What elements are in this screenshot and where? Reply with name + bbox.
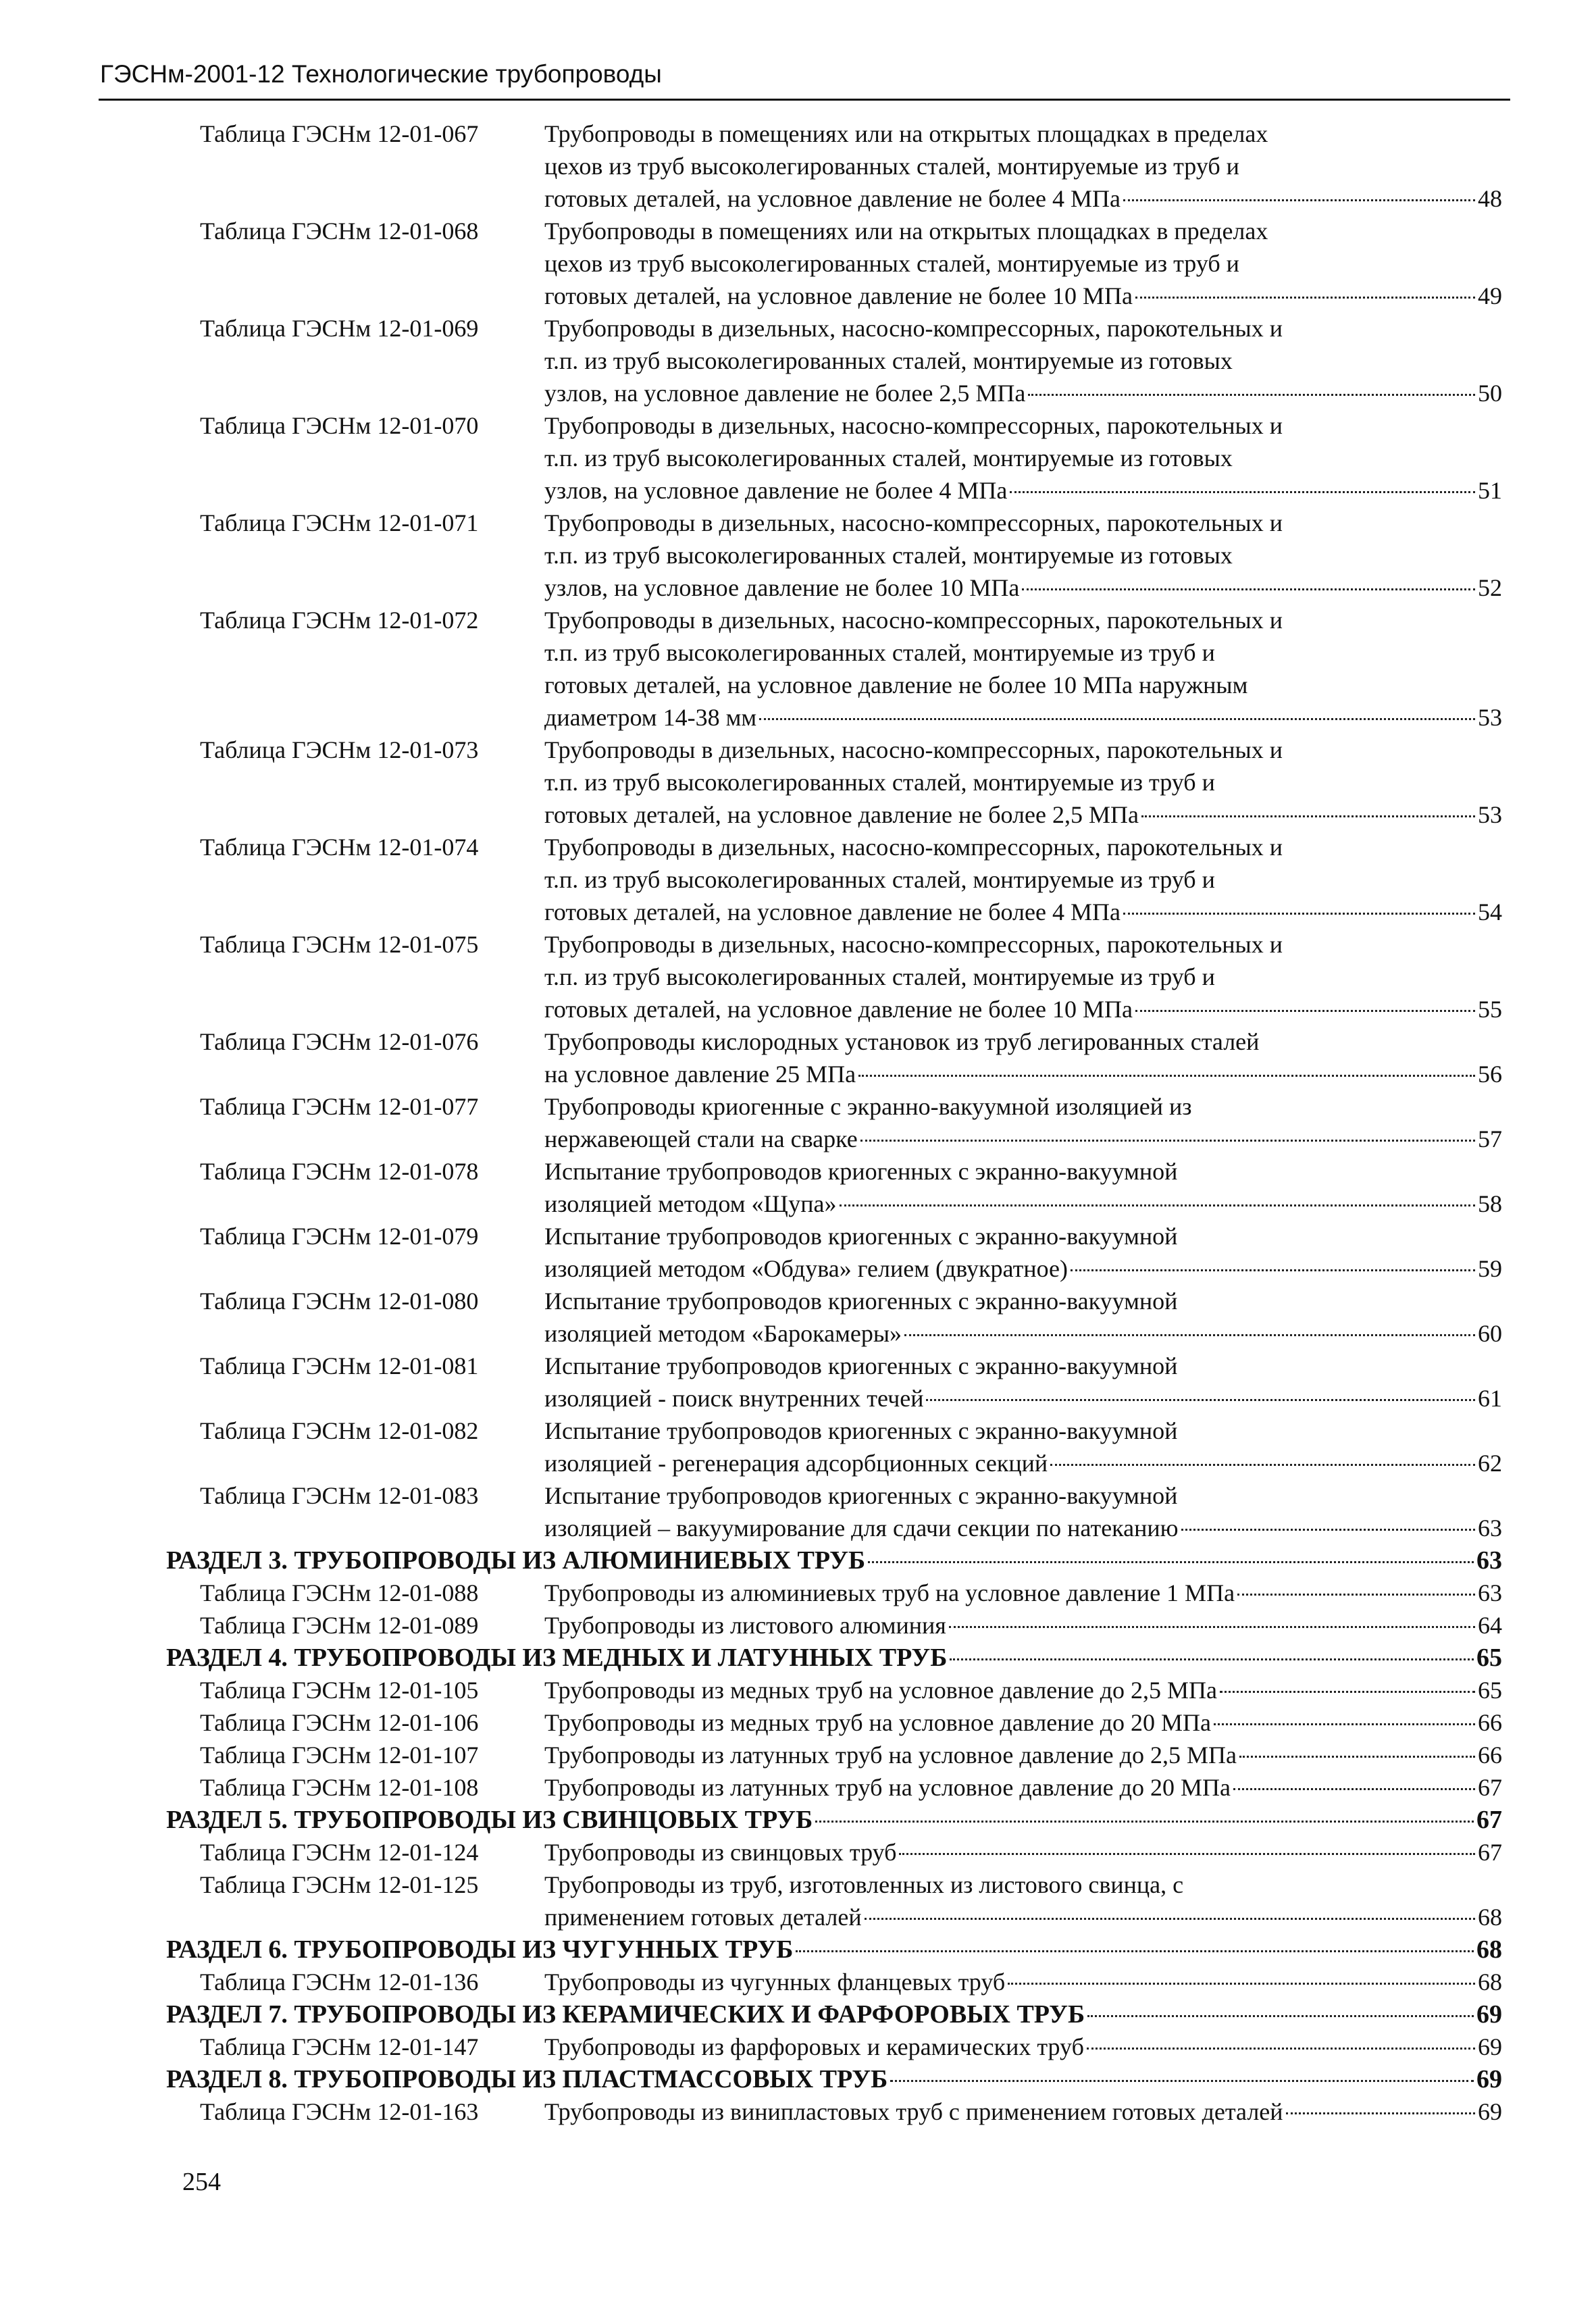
toc-section-heading[interactable] <box>0 1933 1596 1966</box>
toc-entry-label: Таблица ГЭСНм 12-01-072 <box>200 607 479 634</box>
toc-page-number: 69 <box>1476 2000 1502 2029</box>
toc-entry-line: узлов, на условное давление не более 4 МПа <box>544 477 1008 504</box>
toc-entry-line: нержавеющей стали на сварке <box>544 1125 858 1152</box>
toc-entry-label: Таблица ГЭСНм 12-01-074 <box>200 834 479 861</box>
toc-entry[interactable] <box>0 507 1596 604</box>
toc-page-number: 50 <box>1478 380 1502 407</box>
toc-entry-text <box>544 118 1502 215</box>
toc-page-number: 54 <box>1478 898 1502 925</box>
toc-page-number: 69 <box>1478 2098 1502 2125</box>
toc-entry-label: Таблица ГЭСНм 12-01-080 <box>200 1288 479 1315</box>
toc-entry-last-line <box>544 1739 1502 1771</box>
toc-entry-line: готовых деталей, на условное давление не более 4 МПа <box>544 185 1121 212</box>
toc-page-number: 58 <box>1478 1190 1502 1217</box>
toc-entry[interactable] <box>0 1415 1596 1479</box>
toc-entry[interactable] <box>0 831 1596 928</box>
toc-entry-last-line <box>544 1188 1502 1220</box>
toc-entry-line: Трубопроводы из медных труб на условное давление до 2,5 МПа <box>544 1677 1217 1704</box>
toc-entry-label: Таблица ГЭСНм 12-01-088 <box>200 1579 479 1606</box>
toc-entry-line: т.п. из труб высоколегированных сталей, монтируемые из труб и <box>544 769 1215 796</box>
toc-entry[interactable] <box>0 409 1596 507</box>
toc-entry-label: Таблица ГЭСНм 12-01-136 <box>200 1968 479 1996</box>
toc-entry-text <box>544 1220 1502 1285</box>
toc-entry-line: Трубопроводы из чугунных фланцевых труб <box>544 1968 1006 1996</box>
dot-leader <box>904 1334 1475 1336</box>
toc-page-number: 69 <box>1476 2065 1502 2093</box>
toc-entry-label: Таблица ГЭСНм 12-01-124 <box>200 1839 479 1866</box>
toc-entry-label: Таблица ГЭСНм 12-01-163 <box>200 2098 479 2125</box>
toc-entry[interactable] <box>0 1577 1596 1609</box>
toc-entry-last-line <box>544 1382 1502 1415</box>
toc-entry-text <box>544 1479 1502 1544</box>
running-header: ГЭСНм-2001-12 Технологические трубопроводы <box>100 60 662 88</box>
toc-page-number: 67 <box>1478 1839 1502 1866</box>
toc-entry-line: Трубопроводы в дизельных, насосно-компрессорных, парокотельных и <box>544 607 1283 634</box>
toc-entry-text <box>544 215 1502 312</box>
toc-entry-line: Трубопроводы в дизельных, насосно-компрессорных, парокотельных и <box>544 834 1283 861</box>
toc-entry-line: изоляцией - поиск внутренних течей <box>544 1385 924 1412</box>
toc-page-number: 52 <box>1478 574 1502 601</box>
toc-entry-label: Таблица ГЭСНм 12-01-077 <box>200 1093 479 1120</box>
toc-page-number: 68 <box>1476 1935 1502 1964</box>
toc-page-number: 66 <box>1478 1742 1502 1769</box>
toc-entry-last-line <box>544 1577 1502 1609</box>
toc-entry-text <box>544 2031 1502 2063</box>
toc-entry-line: Испытание трубопроводов криогенных с экранно-вакуумной <box>544 1482 1178 1509</box>
dot-leader <box>1050 1464 1475 1466</box>
toc-page-number: 59 <box>1478 1255 1502 1282</box>
toc-entry-label: Таблица ГЭСНм 12-01-105 <box>200 1677 479 1704</box>
toc-section-heading[interactable] <box>0 1998 1596 2031</box>
toc-entry-label: Таблица ГЭСНм 12-01-081 <box>200 1352 479 1379</box>
toc-page-number: 60 <box>1478 1320 1502 1347</box>
toc-entry-last-line <box>544 571 1502 604</box>
toc-page-number: 66 <box>1478 1709 1502 1736</box>
toc-page-number: 63 <box>1476 1546 1502 1575</box>
toc-entry-text <box>544 1577 1502 1609</box>
toc-entry-line: Трубопроводы в дизельных, насосно-компрессорных, парокотельных и <box>544 315 1283 342</box>
dot-leader <box>949 1626 1475 1628</box>
toc-entry-line: т.п. из труб высоколегированных сталей, монтируемые из труб и <box>544 866 1215 893</box>
toc-entry-last-line <box>544 1771 1502 1804</box>
toc-entry-text <box>544 831 1502 928</box>
toc-entry-line: изоляцией методом «Обдува» гелием (двукратное) <box>544 1255 1069 1282</box>
toc-entry-last-line <box>544 182 1502 215</box>
toc-entry[interactable] <box>0 1350 1596 1415</box>
toc-entry-label: Таблица ГЭСНм 12-01-106 <box>200 1709 479 1736</box>
toc-page-number: 68 <box>1478 1904 1502 1931</box>
toc-entry-last-line <box>544 701 1502 734</box>
toc-entry-label: Таблица ГЭСНм 12-01-073 <box>200 736 479 763</box>
toc-entry-line: готовых деталей, на условное давление не более 10 МПа <box>544 996 1133 1023</box>
toc-entry-label: Таблица ГЭСНм 12-01-108 <box>200 1774 479 1801</box>
toc-entry-line: узлов, на условное давление не более 2,5 МПа <box>544 380 1026 407</box>
toc-entry[interactable] <box>0 1966 1596 1998</box>
toc-entry[interactable] <box>0 2031 1596 2063</box>
toc-entry-line: Трубопроводы в дизельных, насосно-компрессорных, парокотельных и <box>544 509 1283 536</box>
toc-entry-label: Таблица ГЭСНм 12-01-069 <box>200 315 479 342</box>
dot-leader <box>1123 199 1475 201</box>
toc-entry-line: применением готовых деталей <box>544 1904 862 1931</box>
toc-entry[interactable] <box>0 1285 1596 1350</box>
toc-entry-text <box>544 2095 1502 2128</box>
toc-entry[interactable] <box>0 928 1596 1025</box>
toc-page-number: 49 <box>1478 282 1502 309</box>
toc-entry-line: т.п. из труб высоколегированных сталей, монтируемые из готовых <box>544 542 1233 569</box>
dot-leader <box>865 1918 1475 1920</box>
toc-entry-last-line <box>544 1447 1502 1479</box>
toc-entry[interactable] <box>0 2095 1596 2128</box>
toc-entry-text <box>544 1869 1502 1933</box>
toc-page-number: 57 <box>1478 1125 1502 1152</box>
toc-entry-label: Таблица ГЭСНм 12-01-107 <box>200 1742 479 1769</box>
toc-entry-line: Трубопроводы в помещениях или на открытых площадках в пределах <box>544 218 1268 245</box>
toc-section-heading[interactable] <box>0 1544 1596 1577</box>
toc-entry-line: т.п. из труб высоколегированных сталей, монтируемые из готовых <box>544 444 1233 472</box>
dot-leader <box>1237 1594 1475 1596</box>
toc-entry[interactable] <box>0 1090 1596 1155</box>
dot-leader <box>815 1821 1474 1823</box>
dot-leader <box>796 1950 1474 1952</box>
toc-entry-label: Таблица ГЭСНм 12-01-068 <box>200 218 479 245</box>
toc-page-number: 65 <box>1478 1677 1502 1704</box>
toc-entry-line: Трубопроводы криогенные с экранно-вакуумной изоляцией из <box>544 1093 1192 1120</box>
toc-entry-text <box>544 928 1502 1025</box>
dot-leader <box>1087 2048 1475 2050</box>
toc-entry-line: готовых деталей, на условное давление не более 10 МПа наружным <box>544 671 1248 698</box>
toc-entry-line: т.п. из труб высоколегированных сталей, монтируемые из готовых <box>544 347 1233 374</box>
dot-leader <box>1233 1788 1475 1790</box>
toc-entry-line: цехов из труб высоколегированных сталей, монтируемые из труб и <box>544 153 1239 180</box>
toc-entry-line: на условное давление 25 МПа <box>544 1061 856 1088</box>
toc-section-line <box>166 1804 1502 1836</box>
toc-entry-line: готовых деталей, на условное давление не более 10 МПа <box>544 282 1133 309</box>
toc-entry-text <box>544 1836 1502 1869</box>
toc-entry-line: Испытание трубопроводов криогенных с экранно-вакуумной <box>544 1352 1178 1379</box>
toc-section-heading[interactable] <box>0 2063 1596 2095</box>
page-number: 254 <box>182 2168 221 2196</box>
toc-entry-line: Испытание трубопроводов криогенных с экранно-вакуумной <box>544 1288 1178 1315</box>
toc-page-number: 65 <box>1476 1644 1502 1672</box>
toc-entry-line: изоляцией - регенерация адсорбционных секций <box>544 1450 1048 1477</box>
toc-entry-line: Трубопроводы кислородных установок из труб легированных сталей <box>544 1028 1260 1055</box>
toc-entry-line: готовых деталей, на условное давление не более 4 МПа <box>544 898 1121 925</box>
toc-entry-label: Таблица ГЭСНм 12-01-078 <box>200 1158 479 1185</box>
toc-entry-line: Трубопроводы из листового алюминия <box>544 1612 946 1639</box>
toc-page-number: 62 <box>1478 1450 1502 1477</box>
toc-entry-last-line <box>544 377 1502 409</box>
toc-entry-last-line <box>544 1512 1502 1544</box>
toc-entry-line: Трубопроводы из алюминиевых труб на условное давление 1 МПа <box>544 1579 1235 1606</box>
toc-page-number: 56 <box>1478 1061 1502 1088</box>
dot-leader <box>1071 1269 1475 1271</box>
toc-entry-last-line <box>544 1901 1502 1933</box>
toc-page-number: 53 <box>1478 704 1502 731</box>
toc-section-heading[interactable] <box>0 1804 1596 1836</box>
toc-entry-label: Таблица ГЭСНм 12-01-082 <box>200 1417 479 1444</box>
dot-leader <box>858 1075 1475 1077</box>
toc-entry-line: Трубопроводы в дизельных, насосно-компрессорных, парокотельных и <box>544 412 1283 439</box>
toc-entry-last-line <box>544 2095 1502 2128</box>
toc-entry-last-line <box>544 896 1502 928</box>
toc-entry[interactable] <box>0 1220 1596 1285</box>
toc-entry[interactable] <box>0 734 1596 831</box>
toc-entry[interactable] <box>0 1739 1596 1771</box>
toc-entry-last-line <box>544 1966 1502 1998</box>
dot-leader <box>890 2080 1474 2082</box>
toc-entry-text <box>544 1090 1502 1155</box>
toc-page-number: 67 <box>1478 1774 1502 1801</box>
toc-entry-text <box>544 1739 1502 1771</box>
toc-entry-last-line <box>544 1674 1502 1706</box>
toc-entry-line: изоляцией методом «Барокамеры» <box>544 1320 902 1347</box>
toc-entry-text <box>544 507 1502 604</box>
toc-entry-label: Таблица ГЭСНм 12-01-070 <box>200 412 479 439</box>
toc-section-title: РАЗДЕЛ 6. ТРУБОПРОВОДЫ ИЗ ЧУГУННЫХ ТРУБ <box>166 1935 794 1964</box>
toc-entry-text <box>544 604 1502 734</box>
toc-entry[interactable] <box>0 1479 1596 1544</box>
toc-entry-text <box>544 734 1502 831</box>
toc-entry-line: изоляцией – вакуумирование для сдачи секции по натеканию <box>544 1515 1179 1542</box>
dot-leader <box>1087 2015 1474 2017</box>
toc-page-number: 51 <box>1478 477 1502 504</box>
dot-leader <box>1123 913 1475 915</box>
toc-section-line <box>166 1998 1502 2031</box>
toc-entry-text <box>544 1025 1502 1090</box>
toc-entry-line: Трубопроводы из фарфоровых и керамических труб <box>544 2033 1084 2060</box>
toc-entry-label: Таблица ГЭСНм 12-01-076 <box>200 1028 479 1055</box>
dot-leader <box>1239 1756 1475 1758</box>
toc-page-number: 69 <box>1478 2033 1502 2060</box>
toc-entry-line: т.п. из труб высоколегированных сталей, монтируемые из труб и <box>544 963 1215 990</box>
toc-entry-line: Трубопроводы из винипластовых труб с применением готовых деталей <box>544 2098 1283 2125</box>
toc-entry-line: узлов, на условное давление не более 10 МПа <box>544 574 1020 601</box>
dot-leader <box>1022 588 1475 590</box>
toc-entry-label: Таблица ГЭСНм 12-01-089 <box>200 1612 479 1639</box>
toc-entry-last-line <box>544 1609 1502 1642</box>
toc-entry-text <box>544 1674 1502 1706</box>
toc-entry-label: Таблица ГЭСНм 12-01-079 <box>200 1223 479 1250</box>
toc-section-title: РАЗДЕЛ 4. ТРУБОПРОВОДЫ ИЗ МЕДНЫХ И ЛАТУННЫХ ТРУБ <box>166 1644 948 1672</box>
toc-page-number: 67 <box>1476 1806 1502 1834</box>
dot-leader <box>1181 1529 1475 1531</box>
toc-entry-text <box>544 1771 1502 1804</box>
toc-entry-text <box>544 312 1502 409</box>
toc-entry-line: Трубопроводы в дизельных, насосно-компрессорных, парокотельных и <box>544 736 1283 763</box>
toc-entry-line: Трубопроводы из латунных труб на условное давление до 2,5 МПа <box>544 1742 1237 1769</box>
toc-entry[interactable] <box>0 1025 1596 1090</box>
dot-leader <box>1220 1691 1475 1693</box>
toc-entry-last-line <box>544 2031 1502 2063</box>
toc-entry-label: Таблица ГЭСНм 12-01-125 <box>200 1871 479 1898</box>
toc-page-number: 48 <box>1478 185 1502 212</box>
dot-leader <box>860 1140 1475 1142</box>
dot-leader <box>759 718 1475 720</box>
toc-section-line <box>166 1933 1502 1966</box>
toc-entry-line: изоляцией методом «Щупа» <box>544 1190 837 1217</box>
toc-section-line <box>166 1544 1502 1577</box>
toc-page-number: 63 <box>1478 1579 1502 1606</box>
toc-section-title: РАЗДЕЛ 3. ТРУБОПРОВОДЫ ИЗ АЛЮМИНИЕВЫХ ТРУБ <box>166 1546 866 1575</box>
toc-section-line <box>166 1642 1502 1674</box>
toc-entry-last-line <box>544 280 1502 312</box>
toc-entry-last-line <box>544 474 1502 507</box>
dot-leader <box>899 1853 1475 1855</box>
toc-entry-text <box>544 1609 1502 1642</box>
toc-entry-last-line <box>544 798 1502 831</box>
dot-leader <box>1135 297 1475 299</box>
dot-leader <box>840 1204 1476 1206</box>
dot-leader <box>1214 1723 1475 1725</box>
dot-leader <box>1135 1010 1475 1012</box>
toc-page-number: 55 <box>1478 996 1502 1023</box>
toc-section-title: РАЗДЕЛ 8. ТРУБОПРОВОДЫ ИЗ ПЛАСТМАССОВЫХ ТРУБ <box>166 2065 888 2093</box>
toc-entry[interactable] <box>0 1836 1596 1869</box>
toc-entry-text <box>544 1415 1502 1479</box>
toc-entry-last-line <box>544 1706 1502 1739</box>
toc-entry-text <box>544 1285 1502 1350</box>
toc-entry-last-line <box>544 1836 1502 1869</box>
toc-entry-last-line <box>544 1317 1502 1350</box>
toc-entry-line: Трубопроводы из медных труб на условное давление до 20 МПа <box>544 1709 1211 1736</box>
toc-section-title: РАЗДЕЛ 5. ТРУБОПРОВОДЫ ИЗ СВИНЦОВЫХ ТРУБ <box>166 1806 813 1834</box>
toc-section-line <box>166 2063 1502 2095</box>
toc-entry-last-line <box>544 993 1502 1025</box>
toc-page-number: 68 <box>1478 1968 1502 1996</box>
toc-entry-line: цехов из труб высоколегированных сталей, монтируемые из труб и <box>544 250 1239 277</box>
toc-entry-text <box>544 1966 1502 1998</box>
toc-entry-line: Трубопроводы в дизельных, насосно-компрессорных, парокотельных и <box>544 931 1283 958</box>
toc-entry-label: Таблица ГЭСНм 12-01-147 <box>200 2033 479 2060</box>
toc-entry[interactable] <box>0 312 1596 409</box>
toc-entry[interactable] <box>0 118 1596 215</box>
toc-page-number: 61 <box>1478 1385 1502 1412</box>
toc-entry-text <box>544 1350 1502 1415</box>
toc-entry[interactable] <box>0 1609 1596 1642</box>
dot-leader <box>926 1399 1475 1401</box>
dot-leader <box>1286 2112 1475 2114</box>
toc-page-number: 64 <box>1478 1612 1502 1639</box>
dot-leader <box>1010 491 1475 493</box>
toc-entry[interactable] <box>0 604 1596 734</box>
header-rule <box>99 99 1510 101</box>
toc-entry-text <box>544 409 1502 507</box>
toc-entry-line: Трубопроводы из латунных труб на условное давление до 20 МПа <box>544 1774 1231 1801</box>
toc-entry[interactable] <box>0 1869 1596 1933</box>
toc-entry-label: Таблица ГЭСНм 12-01-067 <box>200 120 479 147</box>
toc-entry-label: Таблица ГЭСНм 12-01-075 <box>200 931 479 958</box>
toc-entry-label: Таблица ГЭСНм 12-01-071 <box>200 509 479 536</box>
toc-entry-line: Испытание трубопроводов криогенных с экранно-вакуумной <box>544 1417 1178 1444</box>
toc-section-title: РАЗДЕЛ 7. ТРУБОПРОВОДЫ ИЗ КЕРАМИЧЕСКИХ И ФАРФОРОВЫХ ТРУБ <box>166 2000 1085 2029</box>
toc-entry-last-line <box>544 1058 1502 1090</box>
dot-leader <box>1008 1983 1475 1985</box>
toc-entry[interactable] <box>0 1771 1596 1804</box>
table-of-contents <box>0 118 1596 2128</box>
toc-entry-last-line <box>544 1252 1502 1285</box>
toc-entry-line: т.п. из труб высоколегированных сталей, монтируемые из труб и <box>544 639 1215 666</box>
toc-entry[interactable] <box>0 1155 1596 1220</box>
toc-entry-line: Испытание трубопроводов криогенных с экранно-вакуумной <box>544 1223 1178 1250</box>
toc-entry-text <box>544 1706 1502 1739</box>
toc-entry[interactable] <box>0 215 1596 312</box>
toc-entry-line: диаметром 14-38 мм <box>544 704 757 731</box>
toc-entry-line: Трубопроводы в помещениях или на открытых площадках в пределах <box>544 120 1268 147</box>
toc-entry-line: Испытание трубопроводов криогенных с экранно-вакуумной <box>544 1158 1178 1185</box>
dot-leader <box>950 1658 1474 1660</box>
toc-page-number: 53 <box>1478 801 1502 828</box>
toc-entry-line: готовых деталей, на условное давление не более 2,5 МПа <box>544 801 1139 828</box>
toc-entry-line: Трубопроводы из свинцовых труб <box>544 1839 897 1866</box>
toc-entry-text <box>544 1155 1502 1220</box>
toc-entry[interactable] <box>0 1706 1596 1739</box>
dot-leader <box>1141 815 1475 817</box>
toc-entry-last-line <box>544 1123 1502 1155</box>
toc-entry[interactable] <box>0 1674 1596 1706</box>
toc-page-number: 63 <box>1478 1515 1502 1542</box>
dot-leader <box>868 1561 1474 1563</box>
toc-entry-line: Трубопроводы из труб, изготовленных из листового свинца, с <box>544 1871 1184 1898</box>
dot-leader <box>1028 394 1475 396</box>
toc-entry-label: Таблица ГЭСНм 12-01-083 <box>200 1482 479 1509</box>
toc-section-heading[interactable] <box>0 1642 1596 1674</box>
